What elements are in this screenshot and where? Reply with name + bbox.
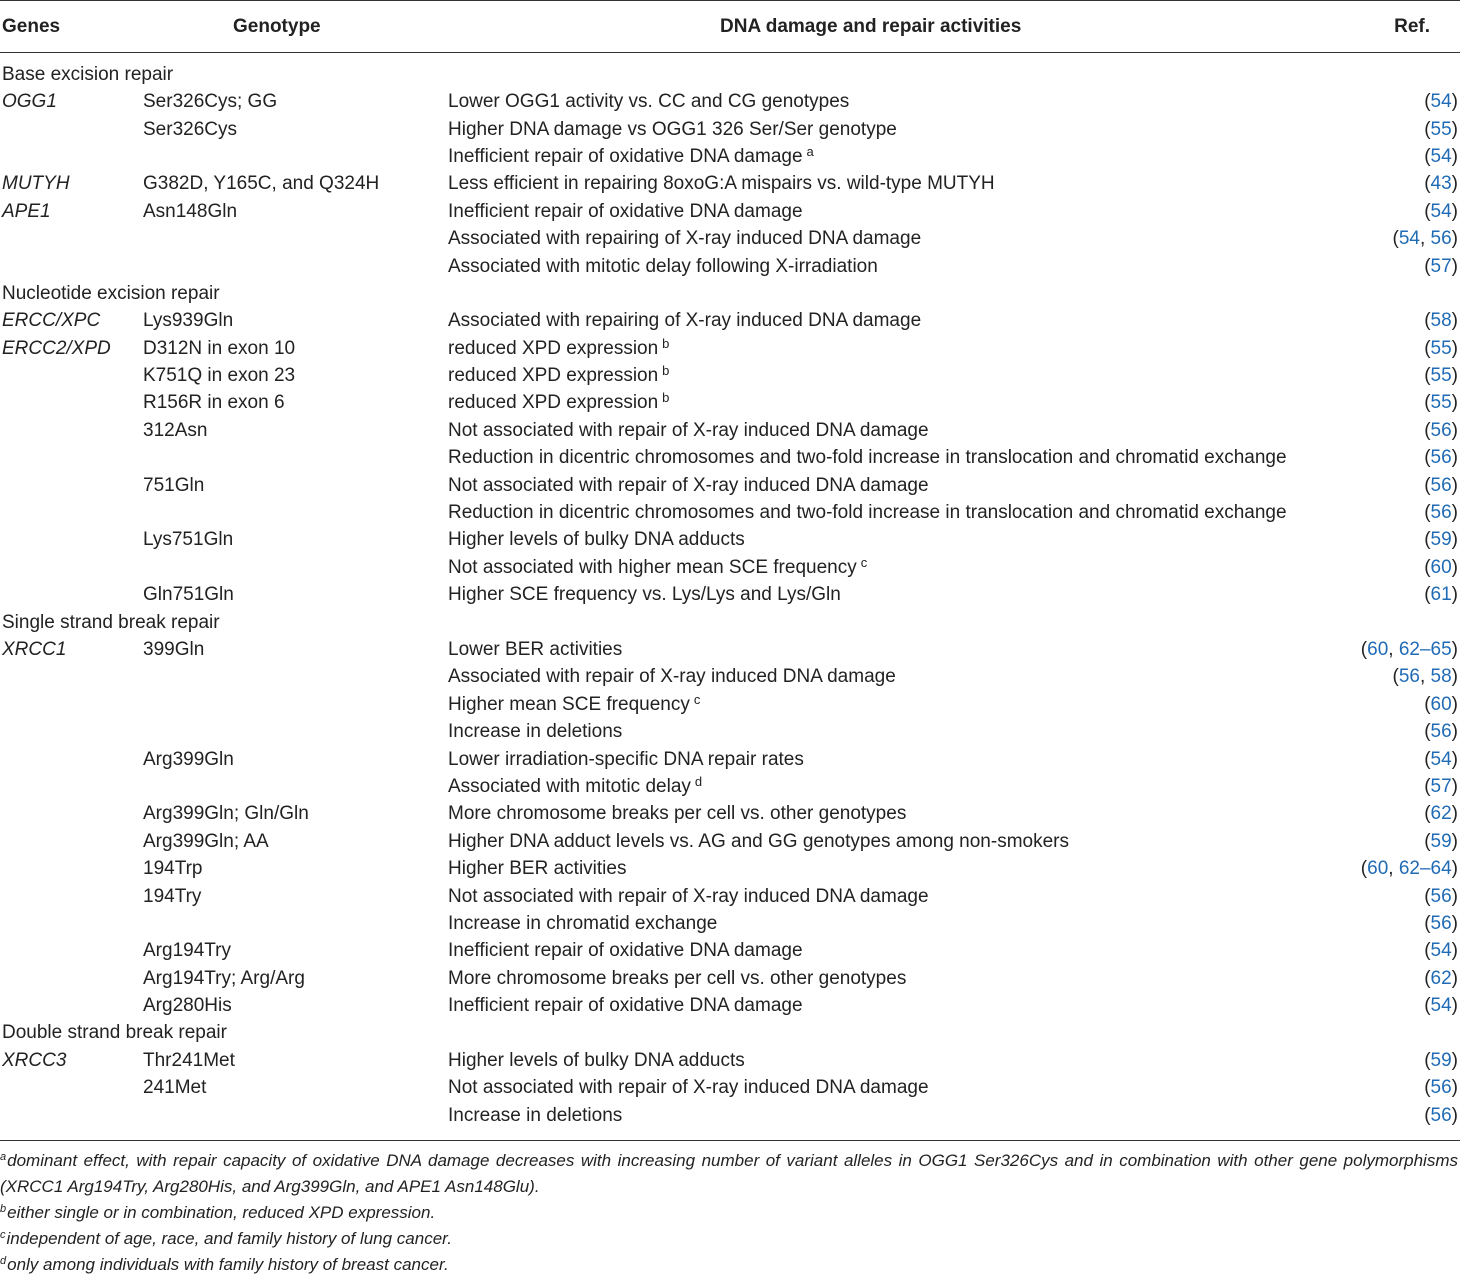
activity-text: Lower OGG1 activity vs. CC and CG genotypes [448, 91, 850, 113]
ref-cell: (54, 56) [1392, 228, 1458, 250]
footnote [0, 1226, 1458, 1252]
ref-cell: (56, 58) [1392, 666, 1458, 688]
activity-cell [447, 581, 1335, 608]
activity-text: reduced XPD expression [448, 337, 659, 359]
table-row [0, 554, 1460, 581]
activity-cell [447, 1074, 1335, 1101]
footnote-marker: c [693, 691, 701, 707]
reference-link[interactable]: 43 [1430, 173, 1452, 195]
activity-cell [447, 198, 1335, 225]
reference-link[interactable]: 56 [1398, 666, 1420, 688]
ref-cell: (56) [1424, 447, 1458, 469]
gene-cell [0, 252, 143, 279]
ref-cell: (56) [1424, 474, 1458, 496]
gene-cell: ERCC2/XPD [2, 337, 111, 359]
reference-link[interactable]: 54 [1430, 91, 1452, 113]
reference-link[interactable]: 58 [1430, 310, 1452, 332]
table-row [0, 691, 1460, 718]
reference-link[interactable]: 55 [1430, 118, 1452, 140]
activity-text: Associated with repairing of X-ray induced DNA damage [448, 310, 922, 332]
reference-link[interactable]: 54 [1398, 228, 1420, 250]
reference-link[interactable]: 56 [1430, 885, 1452, 907]
reference-link[interactable]: 60 [1367, 858, 1389, 880]
gene-cell: MUTYH [2, 173, 70, 195]
genotype-cell [143, 718, 447, 745]
table-row [0, 115, 1460, 142]
activity-cell [447, 225, 1335, 252]
reference-link[interactable]: 55 [1430, 392, 1452, 414]
genotype-cell: K751Q in exon 23 [143, 365, 296, 387]
table-row [0, 88, 1460, 115]
gene-cell [0, 937, 143, 964]
section-row [0, 1019, 1460, 1046]
footnote-marker: b [662, 335, 670, 351]
activity-text: Associated with mitotic delay [448, 775, 691, 797]
activity-cell [447, 554, 1335, 581]
activity-text: Lower BER activities [448, 639, 623, 660]
activity-cell [447, 170, 1335, 197]
gene-cell [0, 143, 143, 170]
activity-text: reduced XPD expression [448, 392, 659, 414]
reference-link[interactable]: 62 [1430, 967, 1452, 989]
gene-cell [0, 800, 143, 827]
table-row [0, 992, 1460, 1019]
gene-cell [0, 691, 143, 718]
genotype-cell [143, 252, 447, 279]
gene-cell: XRCC1 [2, 639, 67, 660]
activity-text: Not associated with higher mean SCE frequency [448, 556, 857, 578]
table-row [0, 143, 1460, 170]
activity-text: Higher BER activities [448, 858, 627, 880]
activity-cell [447, 362, 1335, 389]
ref-cell: (56) [1424, 1104, 1458, 1126]
footnote-marker: c [860, 554, 868, 570]
gene-cell [0, 1101, 143, 1128]
table-row [0, 636, 1460, 663]
ref-cell: (56) [1424, 885, 1458, 907]
ref-cell: (61) [1424, 584, 1458, 606]
header-ref: Ref. [1335, 1, 1460, 53]
genotype-cell: D312N in exon 10 [143, 337, 296, 359]
reference-link[interactable]: 55 [1430, 337, 1452, 359]
table-row [0, 225, 1460, 252]
genotype-cell: Arg399Gln [143, 748, 234, 770]
reference-link[interactable]: 60 [1367, 639, 1389, 660]
footnote [0, 1252, 1458, 1278]
footnote [0, 1148, 1458, 1200]
genotype-cell [143, 499, 447, 526]
ref-cell: (55) [1424, 337, 1458, 359]
gene-cell [0, 499, 143, 526]
table-row [0, 444, 1460, 471]
reference-link[interactable]: 58 [1430, 666, 1452, 688]
ref-cell: (54) [1424, 995, 1458, 1017]
table-row [0, 252, 1460, 279]
activity-text: Higher levels of bulky DNA adducts [448, 1049, 745, 1071]
gene-cell [0, 115, 143, 142]
ref-cell: (60) [1424, 693, 1458, 715]
genotype-cell: Arg194Try; Arg/Arg [143, 967, 305, 989]
section-row [0, 53, 1460, 89]
table-row [0, 910, 1460, 937]
activity-cell [447, 444, 1335, 471]
gene-cell [0, 910, 143, 937]
ref-cell: (62) [1424, 967, 1458, 989]
section-label: Single strand break repair [2, 611, 220, 633]
reference-link[interactable]: 60 [1430, 693, 1452, 715]
table-row [0, 170, 1460, 197]
gene-cell [0, 444, 143, 471]
table-row [0, 526, 1460, 553]
reference-link[interactable]: 57 [1430, 255, 1452, 277]
footnote-text: independent of age, race, and family history of lung cancer. [6, 1229, 452, 1248]
genotype-cell: Arg399Gln; AA [143, 830, 269, 852]
genotype-cell: 241Met [143, 1077, 207, 1099]
activity-cell [447, 252, 1335, 279]
footnote-marker: b [662, 390, 670, 406]
activity-text: Higher DNA damage vs OGG1 326 Ser/Ser genotype [448, 118, 897, 140]
ref-cell: (57) [1424, 775, 1458, 797]
table-row [0, 937, 1460, 964]
activity-cell [447, 828, 1335, 855]
section-row [0, 608, 1460, 635]
genotype-cell: R156R in exon 6 [143, 392, 285, 414]
ref-cell: (54) [1424, 91, 1458, 113]
activity-text: Associated with repair of X-ray induced DNA damage [448, 666, 896, 688]
gene-cell: XRCC3 [2, 1049, 67, 1071]
footnote-marker: b [662, 363, 670, 379]
reference-link[interactable]: 59 [1430, 1049, 1452, 1071]
footnote-text: only among individuals with family history of breast cancer. [7, 1255, 449, 1274]
table-row [0, 1047, 1460, 1074]
ref-cell: (43) [1424, 173, 1458, 195]
gene-cell [0, 828, 143, 855]
genotype-cell: 194Trp [143, 858, 203, 880]
activity-text: Inefficient repair of oxidative DNA damage [448, 200, 803, 222]
genotype-cell: Lys751Gln [143, 529, 234, 551]
gene-cell: OGG1 [2, 91, 57, 113]
activity-text: Not associated with repair of X-ray induced DNA damage [448, 885, 929, 907]
gene-cell [0, 745, 143, 772]
genotype-cell: Lys939Gln [143, 310, 234, 332]
ref-cell: (62) [1424, 803, 1458, 825]
reference-link[interactable]: 54 [1430, 145, 1452, 167]
activity-text: Reduction in dicentric chromosomes and two-fold increase in translocation and chromatid exchange [448, 502, 1287, 524]
header-activities: DNA damage and repair activities [447, 1, 1335, 53]
table-row [0, 745, 1460, 772]
table-row [0, 882, 1460, 909]
activity-cell [447, 417, 1335, 444]
table-row [0, 471, 1460, 498]
activity-text: Higher DNA adduct levels vs. AG and GG genotypes among non-smokers [448, 830, 1069, 852]
reference-link[interactable]: 60 [1430, 556, 1452, 578]
activity-cell [447, 389, 1335, 416]
activity-text: Associated with mitotic delay following X-irradiation [448, 255, 878, 277]
gene-cell [0, 663, 143, 690]
activity-cell [447, 143, 1335, 170]
gene-cell: APE1 [2, 200, 51, 222]
activity-text: Not associated with repair of X-ray induced DNA damage [448, 1077, 929, 1099]
activity-cell [447, 471, 1335, 498]
section-row [0, 280, 1460, 307]
ref-cell: (60, 62–64) [1360, 858, 1458, 880]
activity-cell [447, 910, 1335, 937]
gene-cell [0, 581, 143, 608]
footnote [0, 1200, 1458, 1226]
genotype-cell: Thr241Met [143, 1049, 235, 1071]
activity-text: Increase in deletions [448, 721, 623, 743]
ref-cell: (54) [1424, 748, 1458, 770]
gene-cell [0, 882, 143, 909]
reference-link[interactable]: 59 [1430, 830, 1452, 852]
reference-link[interactable]: 61 [1430, 584, 1452, 606]
genotype-cell: Arg399Gln; Gln/Gln [143, 803, 309, 825]
ref-cell: (58) [1424, 310, 1458, 332]
activity-text: Higher levels of bulky DNA adducts [448, 529, 745, 551]
reference-link[interactable]: 62 [1430, 803, 1452, 825]
table-row [0, 499, 1460, 526]
activity-cell [447, 855, 1335, 882]
genotype-cell: Arg194Try [143, 940, 231, 962]
activity-cell [447, 773, 1335, 800]
ref-cell: (59) [1424, 529, 1458, 551]
gene-cell [0, 718, 143, 745]
reference-link[interactable]: 56 [1430, 228, 1452, 250]
ref-cell: (56) [1424, 419, 1458, 441]
table-row [0, 828, 1460, 855]
table-bottom-rule [0, 1140, 1460, 1141]
table-row [0, 417, 1460, 444]
gene-cell [0, 526, 143, 553]
reference-link[interactable]: 55 [1430, 365, 1452, 387]
genotype-cell: Arg280His [143, 995, 232, 1017]
ref-cell: (56) [1424, 721, 1458, 743]
activity-cell [447, 1047, 1335, 1074]
reference-link[interactable]: 54 [1430, 995, 1452, 1017]
reference-link[interactable]: 59 [1430, 529, 1452, 551]
activity-text: Reduction in dicentric chromosomes and two-fold increase in translocation and chromatid exchange [448, 447, 1287, 469]
ref-cell: (54) [1424, 940, 1458, 962]
reference-link[interactable]: 56 [1430, 419, 1452, 441]
activity-text: More chromosome breaks per cell vs. other genotypes [448, 803, 907, 825]
activity-cell [447, 691, 1335, 718]
activity-cell [447, 718, 1335, 745]
activity-cell [447, 499, 1335, 526]
activity-text: Inefficient repair of oxidative DNA damage [448, 940, 803, 962]
footnote-text: dominant effect, with repair capacity of oxidative DNA damage decreases with increasing number of variant alleles in OGG1 Ser326Cys and in combination with other gene polymorphisms (XRCC1 Arg194Try, Arg280His, and Arg399Gln, and APE1 Asn148Glu). [0, 1151, 1458, 1196]
genotype-cell: G382D, Y165C, and Q324H [143, 173, 380, 195]
reference-link[interactable]: 56 [1430, 1077, 1452, 1099]
activity-cell [447, 115, 1335, 142]
table-row [0, 389, 1460, 416]
ref-cell: (60, 62–65) [1360, 639, 1458, 660]
table-row [0, 362, 1460, 389]
reference-link[interactable]: 54 [1430, 748, 1452, 770]
reference-link[interactable]: 54 [1430, 940, 1452, 962]
ref-cell: (57) [1424, 255, 1458, 277]
activity-cell [447, 636, 1335, 663]
activity-text: Associated with repairing of X-ray induced DNA damage [448, 228, 922, 250]
ref-cell: (56) [1424, 502, 1458, 524]
activity-cell [447, 882, 1335, 909]
header-row [0, 1, 1460, 53]
header-genotype: Genotype [143, 1, 447, 53]
activity-text: Not associated with repair of X-ray induced DNA damage [448, 419, 929, 441]
footnote-mark: a [0, 1151, 7, 1163]
reference-link[interactable]: 56 [1430, 912, 1452, 934]
gene-cell [0, 965, 143, 992]
activity-cell [447, 1101, 1335, 1128]
activity-cell [447, 965, 1335, 992]
gene-cell [0, 389, 143, 416]
table-row [0, 965, 1460, 992]
genotype-cell [143, 691, 447, 718]
activity-text: Less efficient in repairing 8oxoG:A mispairs vs. wild-type MUTYH [448, 173, 995, 195]
table-row [0, 581, 1460, 608]
reference-link[interactable]: 62–65 [1398, 639, 1452, 660]
ref-cell: (56) [1424, 1077, 1458, 1099]
activity-text: Not associated with repair of X-ray induced DNA damage [448, 474, 929, 496]
genotype-cell: 399Gln [143, 639, 205, 660]
ref-cell: (56) [1424, 912, 1458, 934]
ref-cell: (60) [1424, 556, 1458, 578]
genotype-cell: 312Asn [143, 419, 208, 441]
footnote-mark: b [0, 1203, 7, 1215]
activity-cell [447, 800, 1335, 827]
activity-text: Increase in chromatid exchange [448, 912, 718, 934]
activity-text: Lower irradiation-specific DNA repair rates [448, 748, 804, 770]
table-row [0, 718, 1460, 745]
activity-cell [447, 307, 1335, 334]
activity-cell [447, 663, 1335, 690]
activity-text: Higher mean SCE frequency [448, 693, 690, 715]
section-label: Nucleotide excision repair [2, 282, 220, 304]
reference-link[interactable]: 56 [1430, 721, 1452, 743]
table-row [0, 1074, 1460, 1101]
table-header [0, 1, 1460, 53]
footnote-marker: a [806, 143, 814, 159]
gene-cell [0, 554, 143, 581]
table-row [0, 335, 1460, 362]
gene-cell [0, 773, 143, 800]
section-label: Base excision repair [2, 64, 174, 85]
activity-cell [447, 335, 1335, 362]
ref-cell: (54) [1424, 200, 1458, 222]
ref-cell: (59) [1424, 830, 1458, 852]
genotype-cell [143, 663, 447, 690]
activity-text: Increase in deletions [448, 1104, 623, 1126]
table-row [0, 307, 1460, 334]
genotype-cell [143, 910, 447, 937]
table-row [0, 855, 1460, 882]
header-genes: Genes [0, 1, 143, 53]
gene-cell [0, 362, 143, 389]
activity-cell [447, 745, 1335, 772]
genotype-cell [143, 554, 447, 581]
footnote-text: either single or in combination, reduced XPD expression. [7, 1203, 436, 1222]
activity-cell [447, 992, 1335, 1019]
table-row [0, 773, 1460, 800]
section-label: Double strand break repair [2, 1022, 227, 1044]
ref-cell: (54) [1424, 145, 1458, 167]
reference-link[interactable]: 54 [1430, 200, 1452, 222]
genotype-cell: Asn148Gln [143, 200, 238, 222]
table-footnotes [0, 1148, 1458, 1278]
gene-cell [0, 417, 143, 444]
footnote-mark: d [0, 1255, 7, 1267]
activity-text: reduced XPD expression [448, 365, 659, 387]
genotype-cell: Ser326Cys [143, 118, 237, 140]
genotype-cell: Gln751Gln [143, 584, 234, 606]
gene-cell [0, 855, 143, 882]
genotype-cell [143, 1101, 447, 1128]
genotype-cell [143, 143, 447, 170]
activity-text: Inefficient repair of oxidative DNA damage [448, 145, 803, 167]
activity-cell [447, 88, 1335, 115]
ref-cell: (55) [1424, 365, 1458, 387]
footnote-marker: d [694, 773, 703, 789]
genotype-cell: 751Gln [143, 474, 205, 496]
gene-cell: ERCC/XPC [2, 310, 101, 332]
activity-cell [447, 526, 1335, 553]
reference-link[interactable]: 62–64 [1398, 858, 1452, 880]
genotype-cell: Ser326Cys; GG [143, 91, 278, 113]
genotype-cell [143, 225, 447, 252]
gene-cell [0, 225, 143, 252]
ref-cell: (55) [1424, 118, 1458, 140]
table-row [0, 1101, 1460, 1128]
activity-text: Inefficient repair of oxidative DNA damage [448, 995, 803, 1017]
genotype-cell [143, 444, 447, 471]
table-row [0, 198, 1460, 225]
ref-cell: (55) [1424, 392, 1458, 414]
gene-cell [0, 471, 143, 498]
genotype-cell: 194Try [143, 885, 202, 907]
reference-link[interactable]: 56 [1430, 474, 1452, 496]
reference-link[interactable]: 56 [1430, 502, 1452, 524]
table-row [0, 663, 1460, 690]
footnote-mark: c [0, 1229, 6, 1241]
table-row [0, 800, 1460, 827]
table-body [0, 53, 1460, 1129]
reference-link[interactable]: 56 [1430, 447, 1452, 469]
gene-cell [0, 1074, 143, 1101]
ref-cell: (59) [1424, 1049, 1458, 1071]
genotype-cell [143, 773, 447, 800]
reference-link[interactable]: 57 [1430, 775, 1452, 797]
gene-cell [0, 992, 143, 1019]
reference-link[interactable]: 56 [1430, 1104, 1452, 1126]
activity-text: Higher SCE frequency vs. Lys/Lys and Lys/Gln [448, 584, 841, 606]
activity-cell [447, 937, 1335, 964]
activity-text: More chromosome breaks per cell vs. other genotypes [448, 967, 907, 989]
